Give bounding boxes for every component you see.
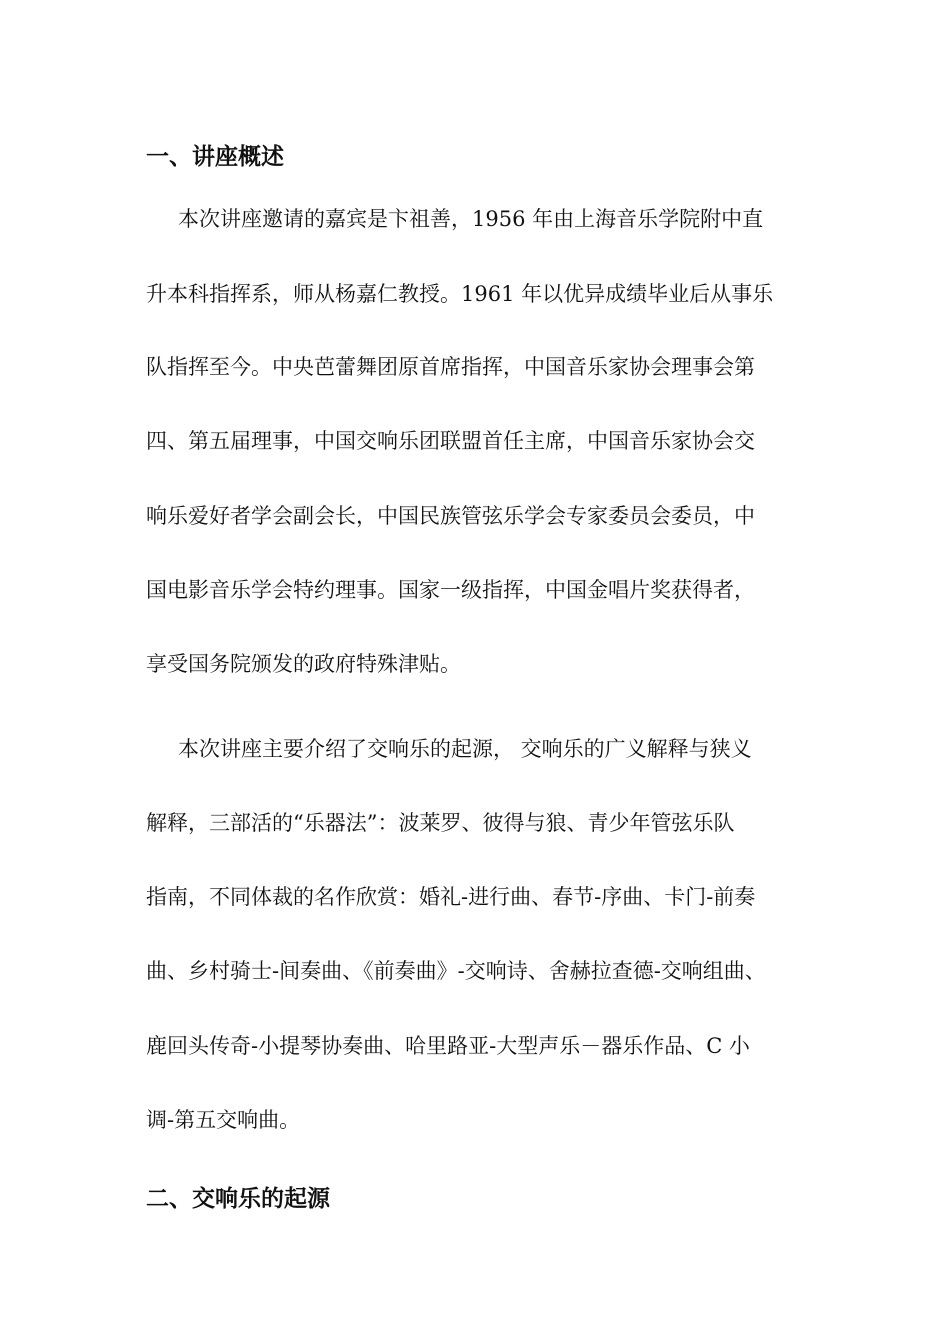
paragraph-line: 四、第五届理事，中国交响乐团联盟首任主席，中国音乐家协会交 xyxy=(146,429,755,453)
paragraph-line: 解释，三部活的“乐器法”：波莱罗、彼得与狼、青少年管弦乐队 xyxy=(146,811,735,835)
paragraph-line: 升本科指挥系，师从杨嘉仁教授。1961 年以优异成绩毕业后从事乐 xyxy=(146,282,774,306)
paragraph-line: 调-第五交响曲。 xyxy=(146,1108,301,1132)
paragraph-line: 本次讲座主要介绍了交响乐的起源， 交响乐的广义解释与狭义 xyxy=(178,737,752,761)
paragraph-line: 指南，不同体裁的名作欣赏：婚礼-进行曲、春节-序曲、卡门-前奏 xyxy=(146,885,756,909)
paragraph-line: 曲、乡村骑士-间奏曲、《前奏曲》-交响诗、舍赫拉查德-交响组曲、 xyxy=(146,959,766,983)
paragraph-line: 响乐爱好者学会副会长，中国民族管弦乐学会专家委员会委员，中 xyxy=(146,504,755,528)
paragraph-line: 队指挥至今。中央芭蕾舞团原首席指挥，中国音乐家协会理事会第 xyxy=(146,355,755,379)
paragraph-line: 享受国务院颁发的政府特殊津贴。 xyxy=(146,652,461,676)
paragraph-line: 本次讲座邀请的嘉宾是卞祖善，1956 年由上海音乐学院附中直 xyxy=(178,207,764,231)
section-heading-overview: 一、讲座概述 xyxy=(146,144,284,170)
paragraph-line: 鹿回头传奇-小提琴协奏曲、哈里路亚-大型声乐－器乐作品、C 小 xyxy=(146,1034,750,1058)
section-heading-origin: 二、交响乐的起源 xyxy=(146,1186,330,1212)
paragraph-line: 国电影音乐学会特约理事。国家一级指挥，中国金唱片奖获得者， xyxy=(146,578,755,602)
